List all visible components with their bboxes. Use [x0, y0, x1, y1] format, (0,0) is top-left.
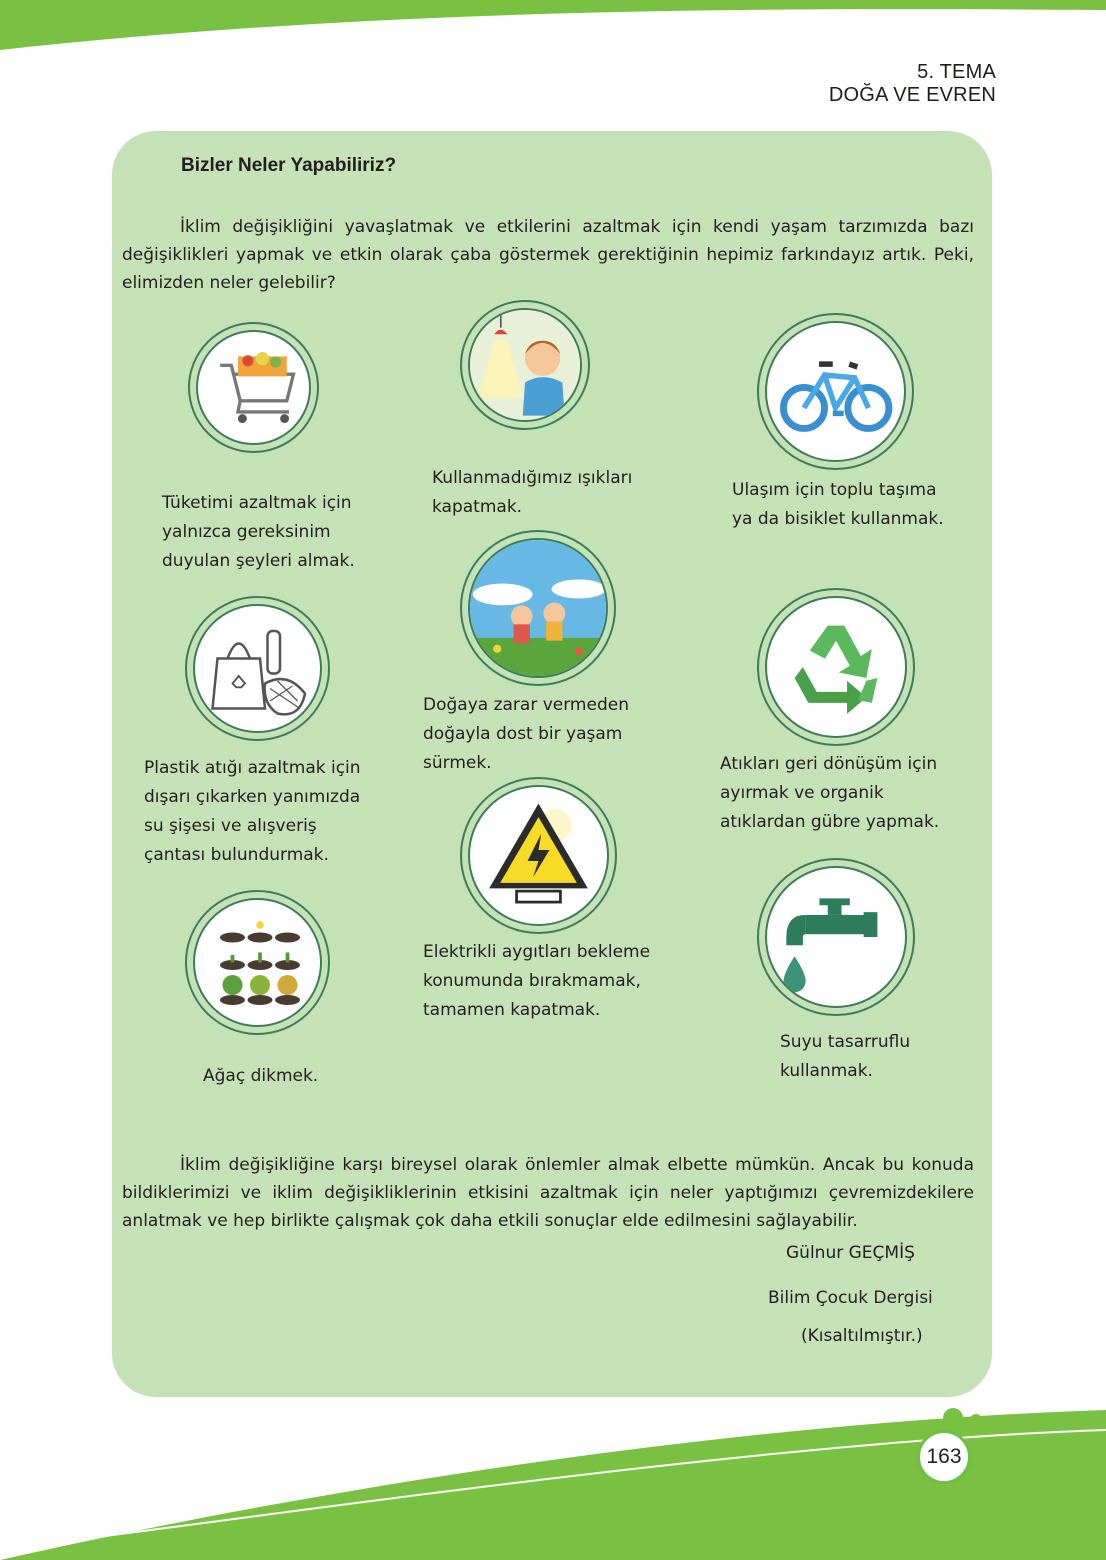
- reusable-bag-bottle-icon: [185, 596, 330, 741]
- shopping-cart-icon: [188, 322, 319, 453]
- theme-number: 5. TEMA: [917, 61, 996, 83]
- tip-caption-nature: Doğaya zarar vermeden doğayla dost bir yaşam sürmek.: [423, 695, 629, 773]
- recycle-icon: [757, 588, 915, 746]
- tip-caption-transport: Ulaşım için toplu taşıma ya da bisiklet kullanmak.: [732, 480, 944, 529]
- intro-paragraph: İklim değişikliğini yavaşlatmak ve etkilerini azaltmak için kendi yaşam tarzımızda bazı değişiklikleri yapmak ve etkin olarak çaba göstermek gerektiğinin hepimiz farkındayız artık. Peki, elimizden neler gelebilir?: [122, 217, 974, 293]
- light-bulb-boy-icon: [460, 300, 590, 430]
- abridged-note: (Kısaltılmıştır.): [801, 1326, 923, 1346]
- theme-title: DOĞA VE EVREN: [828, 84, 996, 106]
- page-number: 163: [917, 1430, 971, 1484]
- tip-caption-plastic: Plastik atığı azaltmak için dışarı çıkarken yanımızda su şişesi ve alışveriş çantası bulundurmak.: [144, 758, 361, 865]
- tip-caption-electric: Elektrikli aygıtları bekleme konumunda bırakmamak, tamamen kapatmak.: [423, 942, 651, 1020]
- author-name: Gülnur GEÇMİŞ: [786, 1243, 915, 1263]
- water-tap-icon: [757, 858, 915, 1016]
- electric-warning-icon: [460, 777, 617, 934]
- tip-caption-trees: Ağaç dikmek.: [203, 1066, 319, 1086]
- closing-paragraph: İklim değişikliğine karşı bireysel olarak önlemler almak elbette mümkün. Ancak bu konuda bildiklerimizi ve iklim değişikliklerinin etkisini azaltmak için neler yaptığımızı çevremizdekilere anlatmak ve hep birlikte çalışmak çok daha etkili sonuçlar elde edilmesini sağlayabilir.: [122, 1155, 974, 1231]
- tree-planting-icon: [185, 890, 330, 1035]
- tip-caption-consumption: Tüketimi azaltmak için yalnızca gereksinim duyulan şeyleri almak.: [162, 493, 355, 571]
- source-name: Bilim Çocuk Dergisi: [768, 1288, 933, 1308]
- tip-caption-lights: Kullanmadığımız ışıkları kapatmak.: [432, 468, 633, 517]
- article-title: Bizler Neler Yapabiliriz?: [181, 155, 397, 176]
- bicycle-icon: [757, 313, 914, 470]
- tip-caption-recycle: Atıkları geri dönüşüm için ayırmak ve organik atıklardan gübre yapmak.: [720, 754, 940, 832]
- tip-caption-water: Suyu tasarruflu kullanmak.: [780, 1032, 911, 1081]
- children-nature-icon: [460, 530, 616, 686]
